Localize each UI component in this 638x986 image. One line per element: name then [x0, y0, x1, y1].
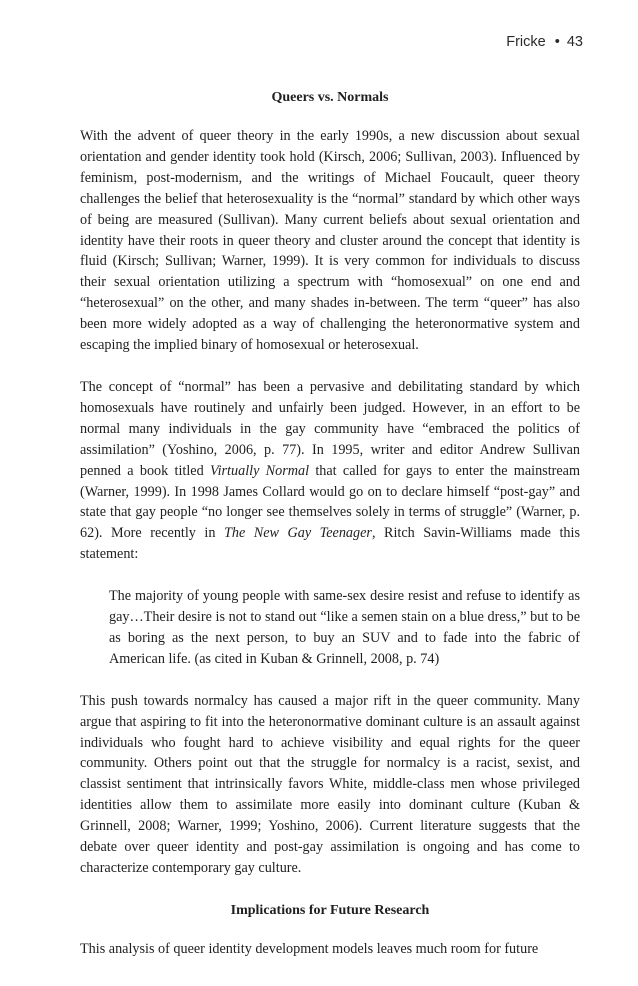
bullet-separator: • — [554, 34, 560, 50]
running-head-author: Fricke — [506, 34, 546, 50]
book-title-new-gay-teenager: The New Gay Teenager — [223, 525, 372, 542]
book-title-virtually-normal: Virtually Normal — [209, 462, 310, 479]
paragraph-text: that called for gays to enter the mainstream (Warner, 1999). In 1998 James Collard would go on to declare himself “post-gay” and state that gay people “no longer see themselves solely in terms of struggle” (Warner, p. 62). More recently in — [80, 462, 580, 542]
paragraph-concept-of-normal — [80, 377, 580, 565]
paragraph-push-towards-normalcy: This push towards normalcy has caused a major rift in the queer community. Many argue that aspiring to fit into the heteronormative dominant culture is an assault against individuals who fought hard to achieve visibility and equal rights for the queer community. Others point out that the struggle for normalcy is a racist, sexist, and classist sentiment that intrinsically favors White, middle-class men whose privileged identities allow them to assimilate more easily into dominant culture (Kuban & Grinnell, 2008; Warner, 1999; Yoshino, 2006). Current literature suggests that the debate over queer identity and post-gay assimilation is ongoing and has come to characterize contemporary gay culture. — [80, 692, 580, 876]
block-quote-savin-williams: The majority of young people with same-sex desire resist and refuse to identify as gay…Their desire is not to stand out “like a semen stain on a blue dress,” but to be as boring as the next person, to buy an SUV and to fade into the fabric of American life. (as cited in Kuban & Grinnell, 2008, p. 74) — [109, 588, 580, 667]
page-body — [80, 88, 580, 960]
page-number: 43 — [566, 34, 583, 50]
running-head — [506, 34, 583, 50]
paragraph-text: The concept of “normal” has been a pervasive and debilitating standard by which homosexuals have routinely and unfairly been judged. However, in an effort to be normal many individuals in the gay community have “embraced the politics of assimilation” (Yoshino, 2006, p. 77). In 1995, writer and editor Andrew Sullivan penned a book titled — [80, 378, 580, 479]
paragraph-analysis-start: This analysis of queer identity development models leaves much room for future — [80, 940, 539, 957]
section-heading-queers-vs-normals: Queers vs. Normals — [271, 90, 389, 105]
paragraph-queer-theory: With the advent of queer theory in the early 1990s, a new discussion about sexual orientation and gender identity took hold (Kirsch, 2006; Sullivan, 2003). Influenced by feminism, post-modernism, and the writings of Michael Foucault, queer theory challenges the belief that heterosexuality is the “normal” standard by which other ways of being are measured (Sullivan). Many current beliefs about sexual orientation and identity have their roots in queer theory and cluster around the concept that identity is fluid (Kirsch; Sullivan; Warner, 1999). It is very common for individuals to discuss their sexual orientation utilizing a spectrum with “homosexual” on one end and “heterosexual” on the other, and many shades in-between. The term “queer” has also been more widely adopted as a way of challenging the heteronormative system and escaping the implied binary of homosexual or heterosexual. — [80, 128, 580, 354]
section-heading-future-research: Implications for Future Research — [230, 902, 430, 918]
paragraph-text: , Ritch Savin-Williams made this statement: — [80, 525, 580, 563]
